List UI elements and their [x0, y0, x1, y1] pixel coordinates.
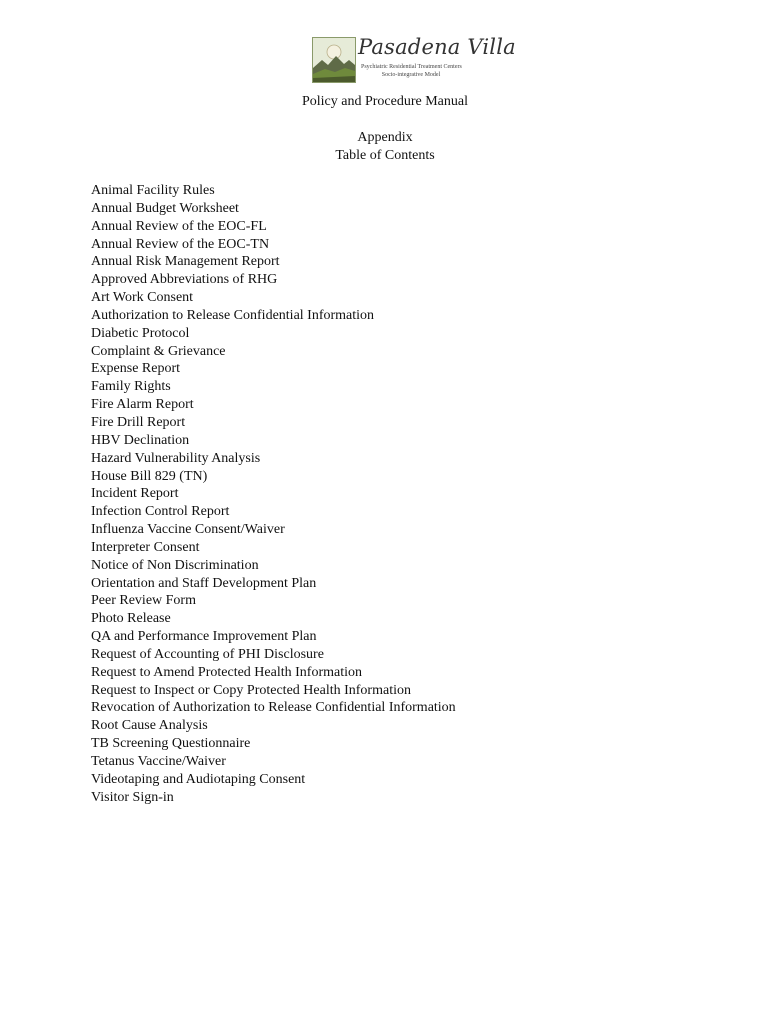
toc-item: Complaint & Grievance [91, 343, 226, 359]
toc-item: Fire Drill Report [91, 414, 186, 430]
toc-item: Orientation and Staff Development Plan [91, 575, 317, 591]
logo-tagline [361, 63, 461, 79]
toc-item: Tetanus Vaccine/Waiver [91, 754, 226, 769]
toc-item: Expense Report [91, 361, 181, 377]
toc-item: Root Cause Analysis [91, 718, 208, 734]
section-title: Appendix [357, 130, 413, 145]
toc-item: Request to Amend Protected Health Information [91, 664, 362, 680]
toc-item: Fire Alarm Report [91, 397, 194, 413]
toc-item: Annual Review of the EOC-FL [91, 218, 267, 234]
toc-item: Notice of Non Discrimination [91, 557, 259, 573]
toc-item: Photo Release [91, 611, 171, 627]
toc-item: Request of Accounting of PHI Disclosure [91, 646, 324, 662]
toc-item: Animal Facility Rules [91, 183, 215, 198]
toc-item: Request to Inspect or Copy Protected Health Information [91, 682, 411, 698]
logo-tagline-line2: Socio-integrative Model [381, 72, 441, 78]
toc-item: Incident Report [91, 486, 179, 502]
logo-wordmark: Pasadena Villa [358, 35, 516, 59]
toc-item: QA and Performance Improvement Plan [91, 629, 317, 645]
toc-item: Diabetic Protocol [91, 325, 190, 341]
document-title: Policy and Procedure Manual [301, 94, 468, 109]
toc-item: Interpreter Consent [91, 539, 200, 555]
toc-item: Annual Budget Worksheet [91, 200, 239, 216]
pasadena-villa-logo [312, 35, 516, 83]
mountain-landscape-icon [312, 37, 356, 83]
toc-item: Annual Review of the EOC-TN [91, 236, 270, 252]
toc-item: Peer Review Form [91, 593, 196, 609]
toc-item: HBV Declination [91, 432, 190, 448]
toc-item: Annual Risk Management Report [91, 254, 280, 270]
toc-item: Approved Abbreviations of RHG [91, 272, 278, 288]
toc-item: Authorization to Release Confidential Information [91, 307, 375, 323]
toc-item: TB Screening Questionnaire [91, 736, 251, 752]
toc-item: Art Work Consent [91, 290, 194, 306]
toc-item: Infection Control Report [91, 504, 230, 520]
table-of-contents [91, 182, 456, 807]
toc-item: Influenza Vaccine Consent/Waiver [91, 522, 285, 538]
toc-item: Visitor Sign-in [91, 789, 174, 805]
toc-item: House Bill 829 (TN) [91, 468, 208, 484]
toc-item: Hazard Vulnerability Analysis [91, 450, 261, 466]
toc-item: Family Rights [91, 379, 171, 395]
toc-item: Revocation of Authorization to Release Confidential Information [91, 700, 456, 716]
toc-heading: Table of Contents [335, 148, 435, 163]
toc-item: Videotaping and Audiotaping Consent [91, 771, 306, 787]
logo-tagline-line1: Psychiatric Residential Treatment Centers [361, 64, 462, 70]
